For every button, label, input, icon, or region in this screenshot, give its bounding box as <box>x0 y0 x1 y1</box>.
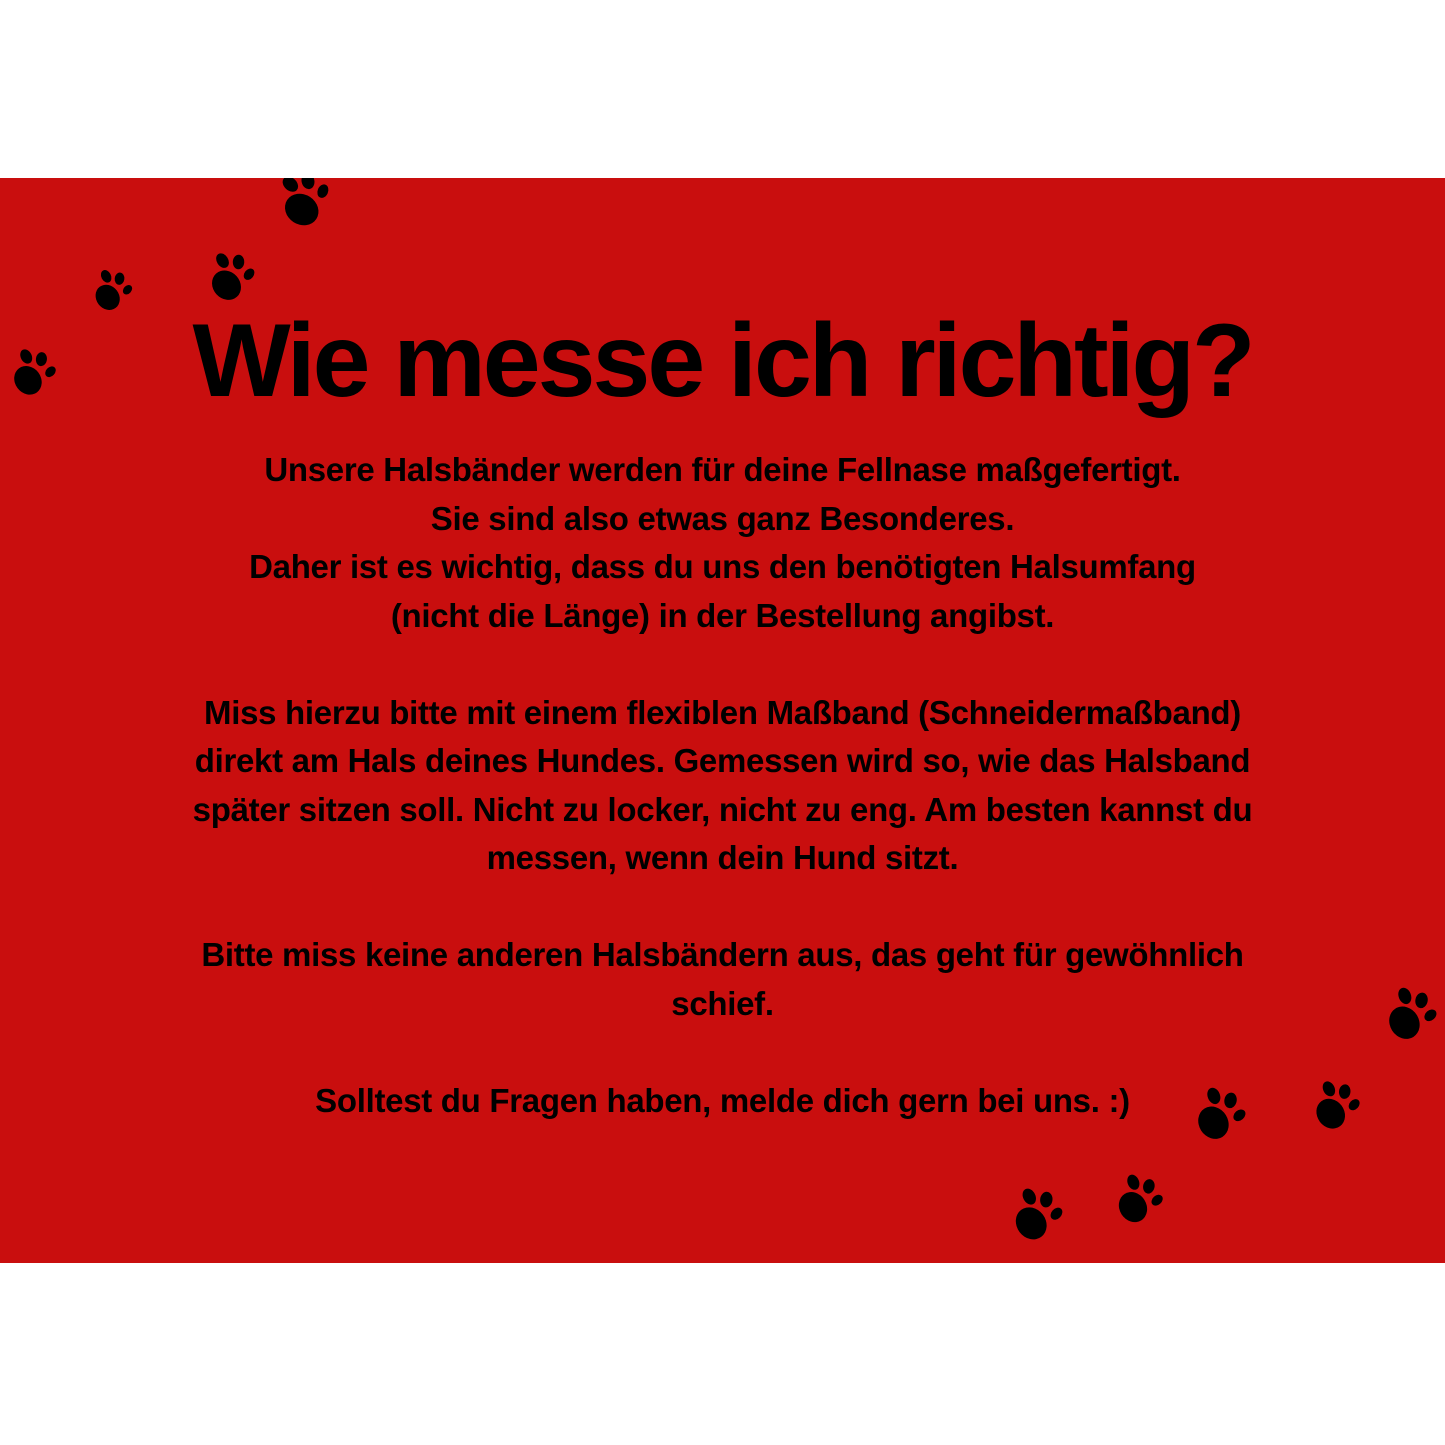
text-line: schief. <box>671 984 774 1022</box>
paragraph-contact <box>0 1077 1445 1126</box>
text-line: (nicht die Länge) in der Bestellung angibst. <box>390 596 1055 634</box>
text-line: Bitte miss keine anderen Halsbändern aus, das geht für gewöhnlich <box>201 936 1244 973</box>
poster-body <box>0 446 1445 1125</box>
paw-print-icon <box>265 178 346 238</box>
paw-print-icon <box>1004 1180 1073 1249</box>
paw-print-icon <box>199 243 266 310</box>
text-line: Daher ist es wichtig, dass du uns den benötigten Halsumfang <box>249 548 1196 585</box>
paragraph-how-to-measure <box>0 689 1445 883</box>
text-line: Sie sind also etwas ganz Besonderes. <box>430 499 1015 537</box>
text-line: später sitzen soll. Nicht zu locker, nicht zu eng. Am besten kannst du <box>192 790 1253 828</box>
page-title: Wie messe ich richtig? <box>192 303 1253 419</box>
paw-print-icon <box>1110 1169 1170 1229</box>
paragraph-intro <box>0 446 1445 640</box>
paragraph-warning <box>0 931 1445 1028</box>
text-line: direkt am Hals deines Hundes. Gemessen wird so, wie das Halsband <box>194 742 1251 779</box>
red-panel <box>0 178 1445 1263</box>
text-line: Miss hierzu bitte mit einem flexiblen Maßband (Schneidermaßband) <box>204 693 1241 731</box>
text-line: Solltest du Fragen haben, melde dich gern bei uns. :) <box>315 1081 1130 1119</box>
text-line: Unsere Halsbänder werden für deine Fellnase maßgefertigt. <box>264 451 1181 488</box>
text-line: messen, wenn dein Hund sitzt. <box>486 839 959 876</box>
